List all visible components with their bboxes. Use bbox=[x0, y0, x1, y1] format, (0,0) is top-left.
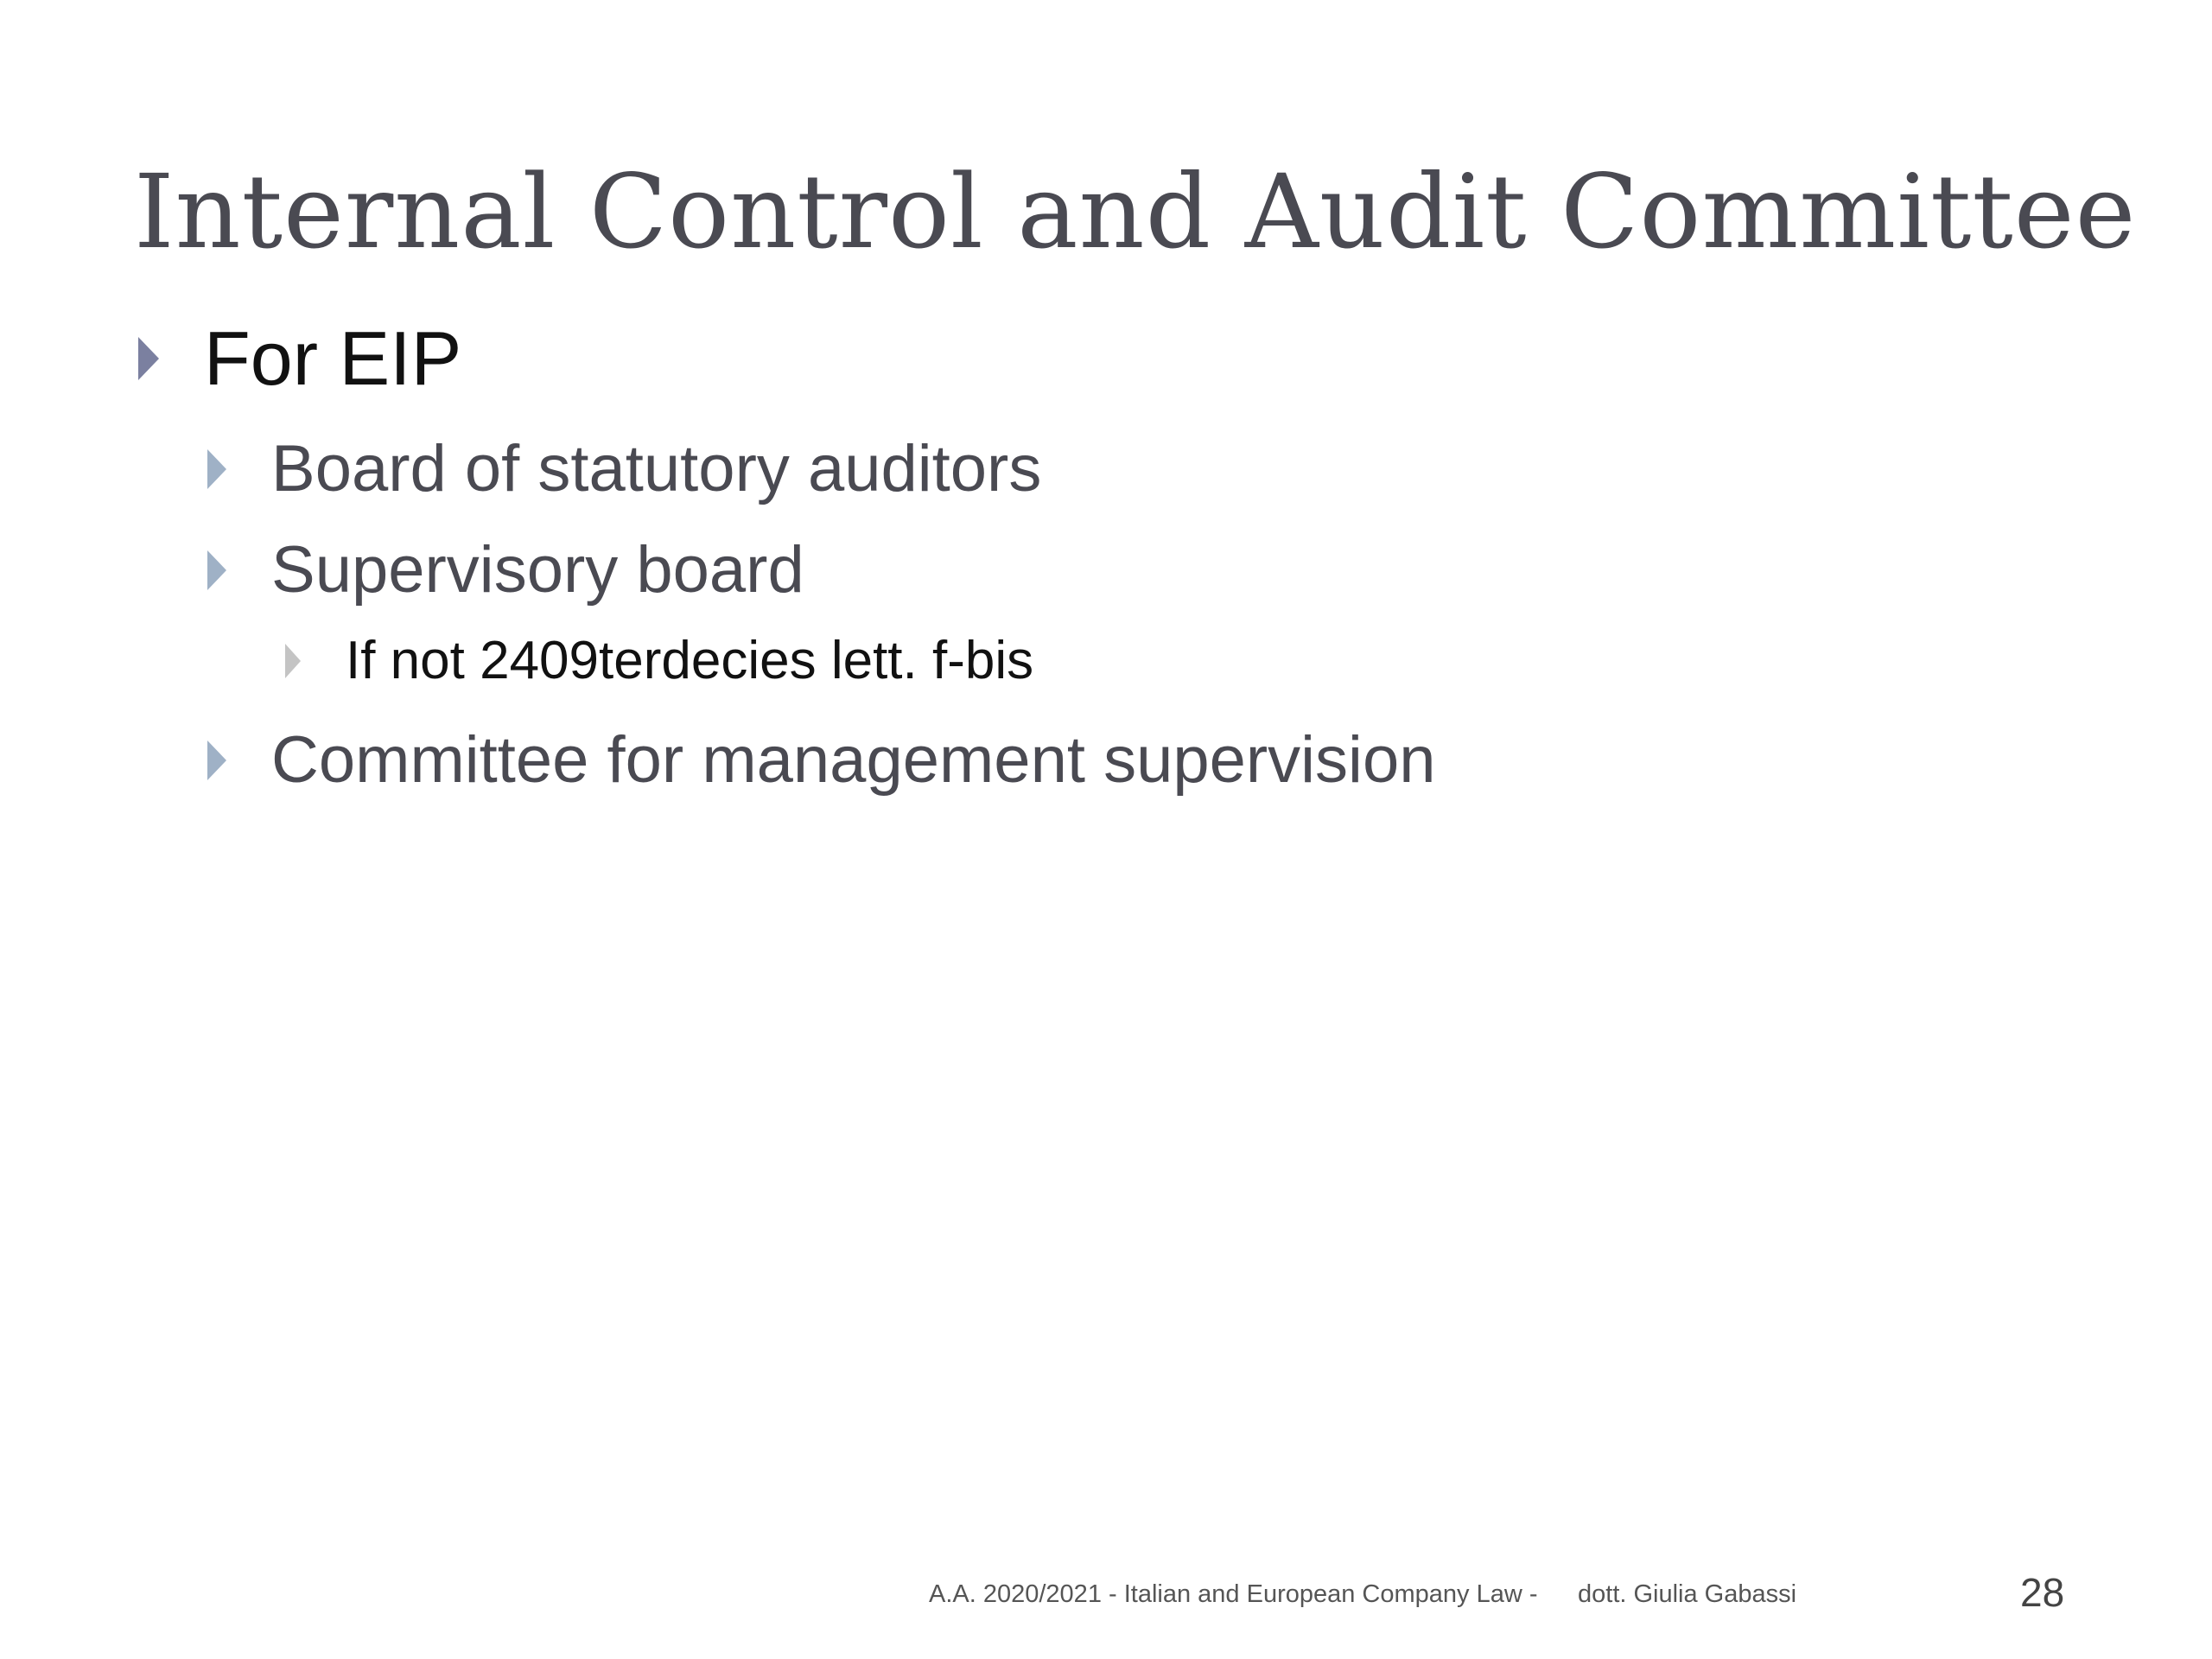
bullet-supervisory-board-note bbox=[285, 626, 1033, 696]
footer-author: dott. Giulia Gabassi bbox=[1578, 1580, 1797, 1608]
page-number: 28 bbox=[2020, 1570, 2065, 1615]
triangle-right-icon bbox=[207, 550, 226, 590]
bullet-committee-management-supervision bbox=[207, 719, 1435, 802]
bullet-text: If not 2409terdecies lett. f-bis bbox=[346, 631, 1034, 690]
triangle-right-icon bbox=[207, 741, 226, 780]
bullet-board-of-statutory-auditors bbox=[207, 428, 1041, 511]
triangle-right-icon bbox=[207, 449, 226, 489]
bullet-text: Supervisory board bbox=[271, 533, 804, 607]
bullet-text: Board of statutory auditors bbox=[271, 432, 1042, 505]
bullet-text: Committee for management supervision bbox=[271, 723, 1436, 797]
slide-title: Internal Control and Audit Committee bbox=[134, 152, 2137, 271]
triangle-right-icon bbox=[138, 337, 159, 380]
bullet-text: For EIP bbox=[204, 315, 462, 401]
triangle-right-icon bbox=[285, 644, 301, 678]
bullet-for-eip bbox=[138, 311, 461, 406]
bullet-supervisory-board bbox=[207, 529, 804, 612]
footer-course: A.A. 2020/2021 - Italian and European Company Law - bbox=[929, 1580, 1538, 1608]
